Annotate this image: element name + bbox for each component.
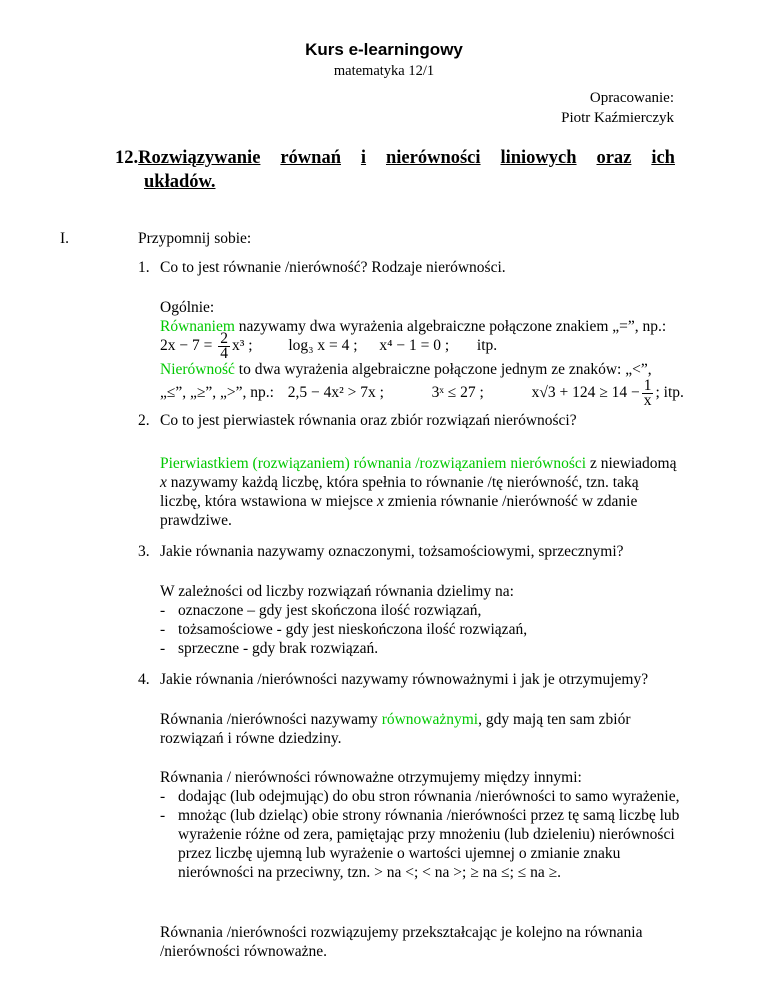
- section-number: I.: [60, 230, 70, 247]
- question-3: [138, 543, 678, 561]
- eq-example-1-right: x³ ;: [231, 337, 253, 355]
- equivalent-definition-a: Równania /nierówności nazywamy: [160, 711, 382, 728]
- methods-intro: Równania / nierówności równoważne otrzymujemy między innymi:: [160, 769, 582, 786]
- question-text: Jakie równania /nierówności nazywamy równoważnymi i jak je otrzymujemy?: [160, 671, 649, 688]
- question-text: Co to jest równanie /nierówność? Rodzaje nierówności.: [160, 259, 506, 276]
- q3-answer: [160, 582, 680, 658]
- term-equation: Równaniem: [160, 318, 235, 335]
- eq-itp: itp.: [476, 337, 498, 355]
- eq-example-2: log₃ x = 4 ;: [288, 337, 358, 355]
- list-item: - oznaczone – gdy jest skończona ilość rozwiązań,: [160, 601, 680, 620]
- chapter-heading-word-2: i: [360, 148, 367, 168]
- chapter-heading-word-1: równań: [280, 148, 341, 168]
- chapter-heading: [115, 146, 675, 194]
- ineq-example-3-left: x√3 + 124 ≥ 14 −: [531, 384, 640, 402]
- question-number: 1.: [138, 259, 150, 276]
- inequality-definition-text: to dwa wyrażenia algebraiczne połączone jednym ze znaków: „<”,: [234, 361, 652, 378]
- fraction-denominator: x: [643, 392, 652, 409]
- equation-definition-text: nazywamy dwa wyrażenia algebraiczne połączone znakiem „=”, np.:: [234, 318, 667, 335]
- author-block: [561, 88, 674, 128]
- inequality-signs: „≤”, „≥”, „>”, np.:: [160, 384, 274, 402]
- ineq-example-3: [531, 377, 684, 409]
- term-inequality: Nierówność: [160, 361, 235, 378]
- root-definition-a: z niewiadomą: [586, 455, 677, 472]
- chapter-number: 12.: [115, 148, 139, 168]
- chapter-heading-word-5: oraz: [596, 148, 632, 168]
- fraction-denominator: 4: [220, 345, 228, 362]
- inequality-definition: [160, 360, 680, 379]
- term-equivalent: równoważnymi: [381, 711, 479, 728]
- eq-example-1: [160, 330, 253, 362]
- list-item: - sprzeczne - gdy brak rozwiązań.: [160, 639, 680, 658]
- list-item: - mnożąc (lub dzieląc) obie strony równania /nierówności przez tę samą liczbę lub wyrażenie różne od zera, pamiętając przy mnożeniu (lub dzieleniu) nierówności przez liczbę ujemną lub wyrażenie o wartości ujemnej o zmianie znaku nierówności na przeciwny, tzn. > na <; < na >; ≥ na ≤; ≤ na ≥.: [160, 806, 680, 882]
- ineq-example-2: 3ˣ ≤ 27 ;: [431, 384, 484, 402]
- chapter-heading-line2-text: układów.: [144, 172, 216, 192]
- fraction-numerator: 2: [220, 330, 228, 347]
- question-number: 2.: [138, 412, 150, 429]
- classification-list: [160, 601, 680, 658]
- section-title: Przypomnij sobie:: [138, 230, 252, 247]
- ineq-example-1: 2,5 − 4x² > 7x ;: [287, 384, 384, 402]
- chapter-heading-word-0: Rozwiązywanie: [138, 148, 261, 168]
- question-text: Jakie równania nazywamy oznaczonymi, tożsamościowymi, sprzecznymi?: [160, 543, 624, 560]
- chapter-heading-line1: [115, 146, 675, 170]
- list-item: - tożsamościowe - gdy jest nieskończona ilość rozwiązań,: [160, 620, 680, 639]
- term-root: Pierwiastkiem (rozwiązaniem) równania /rozwiązaniem nierówności: [160, 455, 587, 472]
- equivalent-definition-b: , gdy mają ten sam zbiór rozwiązań i równe dziedziny.: [160, 711, 631, 747]
- root-definition-c: zmienia równanie /nierówność w zdanie prawdziwe.: [160, 493, 638, 529]
- chapter-heading-word: [115, 146, 260, 170]
- q1-answer: [160, 298, 680, 336]
- fraction-numerator: 1: [643, 377, 652, 394]
- equivalent-definition: [160, 710, 680, 748]
- root-definition-b: nazywamy każdą liczbę, która spełnia to równanie /tę nierówność, tzn. taką liczbę, która wstawiona w miejsce: [160, 474, 639, 510]
- course-title: Kurs e-learningowy: [305, 40, 463, 59]
- question-2: [138, 412, 678, 430]
- eq-example-3: x⁴ − 1 = 0 ;: [379, 337, 450, 355]
- ineq-example-3-right: ; itp.: [655, 384, 684, 402]
- chapter-heading-word-4: liniowych: [500, 148, 577, 168]
- classification-intro: W zależności od liczby rozwiązań równania dzielimy na:: [160, 583, 514, 600]
- author-label: Opracowanie:: [589, 90, 674, 106]
- question-text: Co to jest pierwiastek równania oraz zbiór rozwiązań nierówności?: [160, 412, 577, 429]
- solving-note: Równania /nierówności rozwiązujemy przekształcając je kolejno na równania /nierówności równoważne.: [160, 924, 643, 960]
- author-name: Piotr Kaźmierczyk: [561, 110, 674, 126]
- eq-example-1-left: 2x − 7 =: [160, 337, 217, 355]
- chapter-heading-word-3: nierówności: [385, 148, 481, 168]
- chapter-heading-word-6: ich: [651, 148, 675, 168]
- general-label: Ogólnie:: [160, 299, 215, 316]
- fraction: [218, 332, 230, 361]
- q2-answer: [160, 454, 680, 530]
- fraction: [642, 379, 654, 408]
- inequality-examples: [160, 379, 684, 408]
- methods-list: [160, 787, 680, 882]
- equivalent-methods: [160, 768, 680, 882]
- question-1: [138, 259, 678, 277]
- question-number: 4.: [138, 671, 150, 688]
- equation-examples: [160, 332, 497, 361]
- variable-x: x: [376, 493, 384, 510]
- question-4: [138, 671, 678, 689]
- variable-x: x: [160, 474, 167, 491]
- chapter-heading-line2: [115, 170, 675, 194]
- course-subtitle: matematyka 12/1: [333, 63, 435, 79]
- list-item: - dodając (lub odejmując) do obu stron równania /nierówności to samo wyrażenie,: [160, 787, 680, 806]
- question-number: 3.: [138, 543, 150, 560]
